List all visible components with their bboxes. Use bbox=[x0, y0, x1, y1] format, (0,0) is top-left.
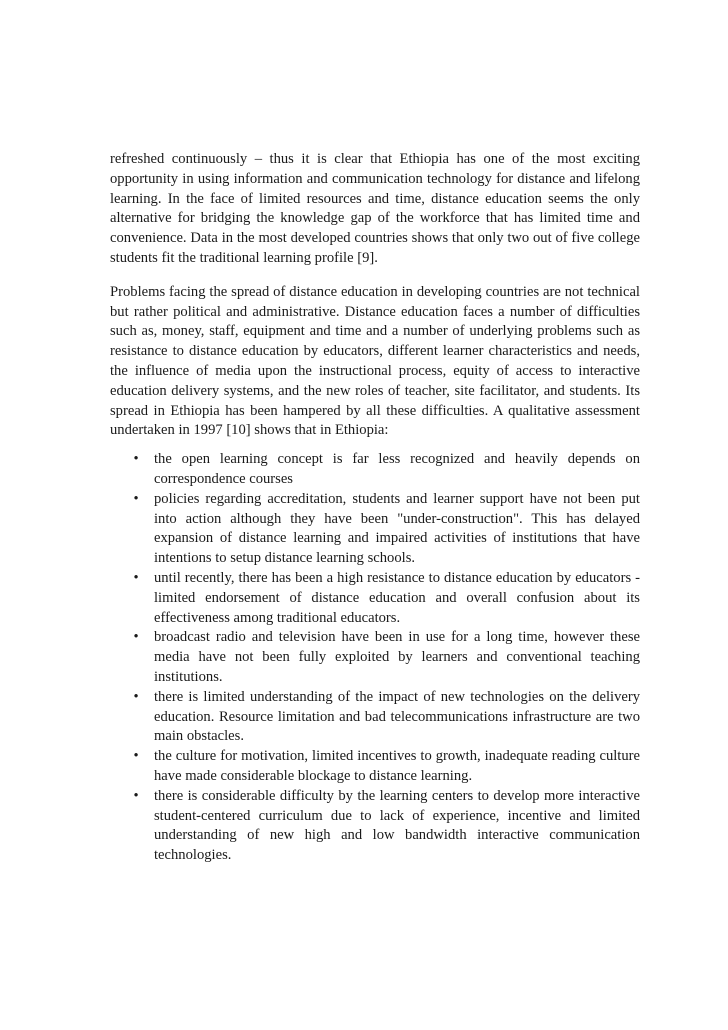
list-item bbox=[110, 747, 640, 787]
document-page bbox=[110, 150, 640, 866]
list-item bbox=[110, 787, 640, 866]
list-item-text: until recently, there has been a high resistance to distance education by educators - limited endorsement of distance education and overall confusion about its effectiveness among traditional educators. bbox=[154, 569, 640, 626]
list-item-text: there is limited understanding of the impact of new technologies on the delivery education. Resource limitation and bad telecommunications infrastructure are two main obstacles. bbox=[154, 688, 640, 745]
bullet-icon: • bbox=[133, 787, 139, 804]
bullet-icon: • bbox=[133, 451, 139, 468]
bullet-icon: • bbox=[133, 569, 139, 586]
bullet-icon: • bbox=[133, 490, 139, 507]
list-item bbox=[110, 688, 640, 747]
paragraph-problems-spread: Problems facing the spread of distance education in developing countries are not technical but rather political and administrative. Distance education faces a number of difficulties such as, money, staff, equipment and time and a number of underlying problems such as resistance to distance education by educators, different learner characteristics and needs, the influence of media upon the instructional process, equity of access to interactive education delivery systems, and the new roles of teacher, site facilitator, and students. Its spread in Ethiopia has been hampered by all these difficulties. A qualitative assessment undertaken in 1997 [10] shows that in Ethiopia: bbox=[110, 283, 640, 439]
list-item-text: the open learning concept is far less recognized and heavily depends on correspondence courses bbox=[154, 451, 640, 487]
bullet-icon: • bbox=[133, 629, 139, 646]
list-item bbox=[110, 490, 640, 569]
bullet-icon: • bbox=[133, 688, 139, 705]
list-item-text: broadcast radio and television have been in use for a long time, however these media have not been fully exploited by learners and conventional teaching institutions. bbox=[154, 629, 640, 685]
list-item-text: the culture for motivation, limited incentives to growth, inadequate reading culture have made considerable blockage to distance learning. bbox=[154, 748, 640, 784]
paragraph-ict-opportunity: refreshed continuously – thus it is clear that Ethiopia has one of the most exciting opportunity in using information and communication technology for distance and lifelong learning. In the face of limited resources and time, distance education seems the only alternative for bridging the knowledge gap of the workforce that has limited time and convenience. Data in the most developed countries shows that only two out of five college students fit the traditional learning profile [9]. bbox=[110, 151, 640, 266]
list-item-text: there is considerable difficulty by the learning centers to develop more interactive student-centered curriculum due to lack of experience, incentive and limited understanding of new high and low bandwidth interactive communication technologies. bbox=[154, 787, 640, 864]
list-item bbox=[110, 450, 640, 490]
list-item bbox=[110, 569, 640, 628]
list-item bbox=[110, 628, 640, 687]
bullet-icon: • bbox=[133, 748, 139, 765]
findings-bullet-list bbox=[110, 450, 640, 866]
list-item-text: policies regarding accreditation, students and learner support have not been put into action although they have been "under-construction". This has delayed expansion of distance learning and impaired activities of institutions that have intentions to setup distance learning schools. bbox=[154, 490, 640, 567]
